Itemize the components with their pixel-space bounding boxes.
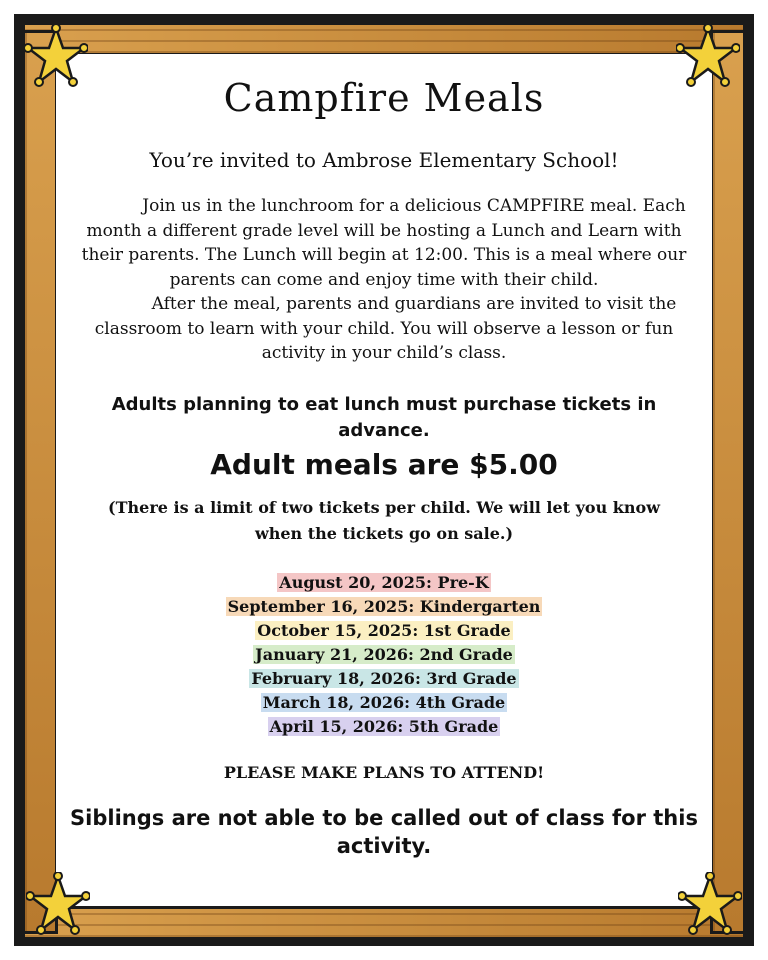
star-icon-bottom-right bbox=[678, 872, 742, 936]
description bbox=[58, 194, 710, 366]
description-paragraph-2: After the meal, parents and guardians are invited to visit the classroom to learn with your child. You will observe a lesson or fun activity in your child’s class. bbox=[94, 294, 677, 363]
schedule-item bbox=[58, 643, 710, 667]
ticket-notice: Adults planning to eat lunch must purchase tickets in advance. bbox=[111, 393, 657, 441]
description-paragraph-1: Join us in the lunchroom for a delicious CAMPFIRE meal. Each month a different grade level will be hosting a Lunch and Learn with their parents. The Lunch will begin at 12:00. This is a meal where our parents can come and enjoy time with their child. bbox=[81, 196, 687, 290]
schedule-item bbox=[58, 571, 710, 595]
schedule-item bbox=[58, 715, 710, 739]
schedule-list bbox=[58, 571, 710, 739]
star-icon-bottom-left bbox=[26, 872, 90, 936]
ticket-limit-note: (There is a limit of two tickets per child. We will let you know when the tickets go on sale.) bbox=[108, 497, 660, 543]
wood-plank-left bbox=[22, 30, 58, 934]
schedule-item-text: March 18, 2026: 4th Grade bbox=[262, 692, 506, 712]
schedule-item bbox=[58, 667, 710, 691]
schedule-item bbox=[58, 691, 710, 715]
schedule-item-text: August 20, 2025: Pre-K bbox=[279, 572, 489, 592]
schedule-item-text: April 15, 2026: 5th Grade bbox=[269, 716, 499, 736]
page-title: Campfire Meals bbox=[223, 76, 545, 120]
invite-line: You’re invited to Ambrose Elementary School! bbox=[149, 148, 619, 172]
schedule-item-text: January 21, 2026: 2nd Grade bbox=[255, 644, 513, 664]
schedule-item-text: February 18, 2026: 3rd Grade bbox=[251, 668, 517, 688]
schedule-item bbox=[58, 619, 710, 643]
wood-plank-bottom bbox=[22, 906, 746, 940]
schedule-item-text: October 15, 2025: 1st Grade bbox=[257, 620, 511, 640]
meal-price: Adult meals are $5.00 bbox=[210, 447, 558, 481]
wood-plank-top bbox=[22, 22, 746, 56]
schedule-item bbox=[58, 595, 710, 619]
schedule-item-text: September 16, 2025: Kindergarten bbox=[227, 596, 541, 616]
wood-plank-right bbox=[710, 30, 746, 934]
siblings-note: Siblings are not able to be called out of class for this activity. bbox=[70, 805, 698, 858]
attend-callout: PLEASE MAKE PLANS TO ATTEND! bbox=[223, 762, 545, 782]
flyer-content bbox=[58, 60, 710, 860]
